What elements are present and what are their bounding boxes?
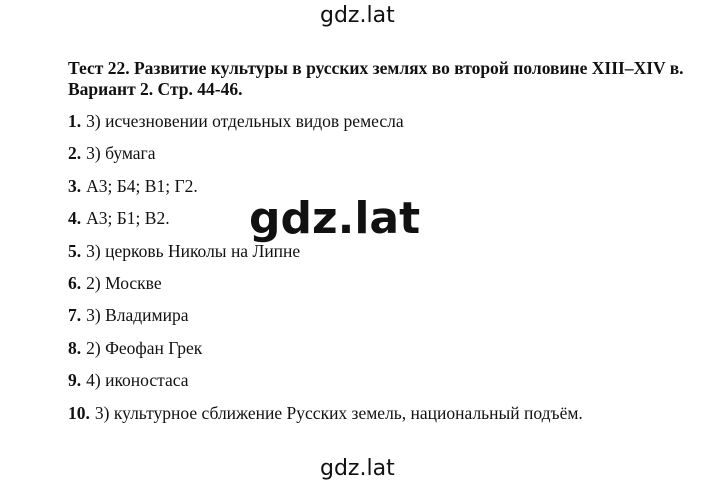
answer-item-10 — [68, 401, 583, 433]
answer-number: 7. — [68, 305, 82, 326]
watermark-center: gdz.lat — [249, 193, 421, 244]
watermark-top: gdz.lat — [320, 3, 395, 28]
answer-number: 10. — [68, 402, 90, 423]
answer-text: 4) иконостаса — [86, 370, 189, 391]
answer-text: 3) церковь Николы на Липне — [86, 240, 301, 261]
answer-item-2 — [68, 141, 583, 173]
watermark-bottom: gdz.lat — [320, 456, 395, 481]
answer-number: 5. — [68, 240, 82, 261]
answer-number: 9. — [68, 370, 82, 391]
answer-item-8 — [68, 336, 583, 368]
answer-text: А3; Б1; В2. — [86, 208, 170, 229]
answer-number: 8. — [68, 337, 82, 358]
answer-text: 3) исчезновении отдельных видов ремесла — [86, 111, 404, 131]
answer-text: 3) Владимира — [86, 305, 189, 326]
answer-number: 2. — [68, 143, 82, 164]
answer-number: 4. — [68, 208, 82, 229]
answer-item-6 — [68, 271, 583, 303]
answer-item-1 — [68, 109, 583, 141]
answer-text: 2) Москве — [86, 272, 162, 293]
answer-text: 2) Феофан Грек — [86, 337, 203, 358]
answer-list — [68, 109, 583, 433]
answer-text: А3; Б4; В1; Г2. — [86, 175, 198, 196]
answer-text: 3) культурное сближение Русских земель, национальный подъём. — [94, 402, 583, 423]
answer-item-9 — [68, 368, 583, 400]
document-title: Тест 22. Развитие культуры в русских землях во второй половине XIII–XIV в. Вариант 2. Стр. 44-46. — [68, 58, 684, 99]
answer-number: 3. — [68, 175, 82, 196]
answer-item-7 — [68, 303, 583, 335]
answer-number: 1. — [68, 111, 82, 131]
answer-text: 3) бумага — [86, 143, 156, 164]
answer-number: 6. — [68, 272, 82, 293]
